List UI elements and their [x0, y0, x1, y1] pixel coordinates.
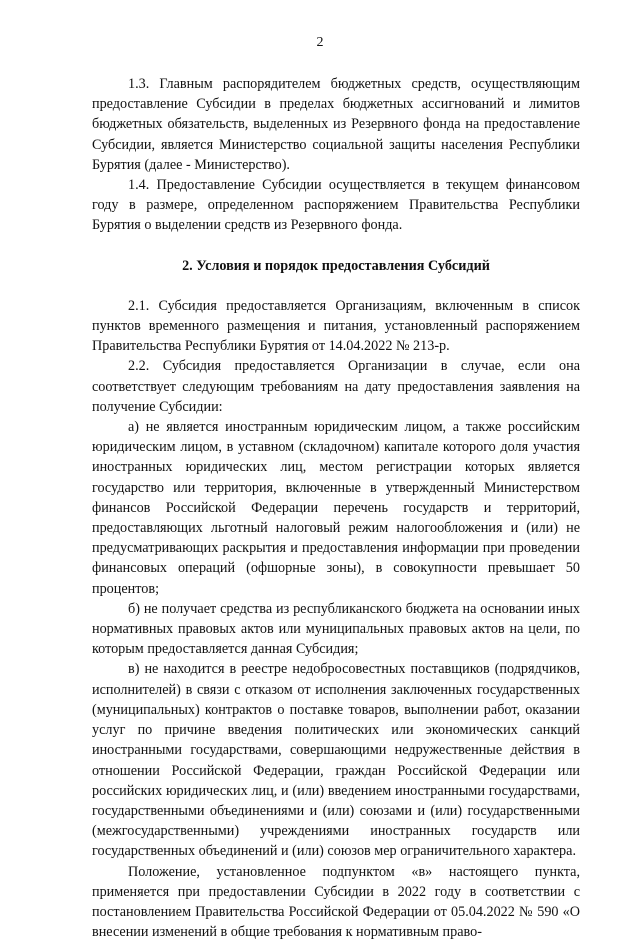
paragraph-2-2: 2.2. Субсидия предоставляется Организации в случае, если она соответствует следующим требованиям на дату предоставления заявления на получение Субсидии:	[92, 358, 580, 415]
section-heading: 2. Условия и порядок предоставления Субсидий	[182, 257, 490, 274]
paragraph-2-2-b: б) не получает средства из республиканского бюджета на основании иных нормативных правовых актов или муниципальных правовых актов на цели, по которым предоставляется данная Субсидия;	[92, 600, 580, 658]
paragraph-2-2-a: а) не является иностранным юридическим лицом, а также российским юридическим лицом, в уставном (складочном) капитале которого доля участия иностранных юридических лиц, местом регистрации которых является государство или территория, включенные в утвержденный Министерством финансов Российской Федерации перечень государств и территорий, предоставляющих льготный налоговый режим налогообложения и (или) не предусматривающих раскрытия и предоставления информации при проведении финансовых операций (офшорные зоны), в совокупности превышает 50 процентов;	[92, 419, 580, 597]
paragraph-provision: Положение, установленное подпунктом «в» настоящего пункта, применяется при предоставлении Субсидии в 2022 году в соответствии с постановлением Правительства Российской Федерации от 05.04.2022 № 590 «О внесении изменений в общие требования к нормативным право-	[92, 863, 580, 941]
paragraph-2-1: 2.1. Субсидия предоставляется Организациям, включенным в список пунктов временного размещения и питания, установленный распоряжением Правительства Республики Бурятия от 14.04.2022 № 213-р.	[92, 297, 580, 355]
paragraph-1-3: 1.3. Главным распорядителем бюджетных средств, осуществляющим предоставление Субсидии в пределах бюджетных ассигнований и лимитов бюджетных обязательств, выделенных из Резервного фонда на предоставление Субсидии, является Министерство социальной защиты населения Республики Бурятия (далее - Министерство).	[92, 76, 580, 173]
spacer	[92, 236, 580, 256]
spacer	[92, 276, 580, 296]
page-number: 2	[316, 35, 324, 50]
paragraph-2-2-v: в) не находится в реестре недобросовестных поставщиков (подрядчиков, исполнителей) в связи с отказом от исполнения заключенных государственных (муниципальных) контрактов о поставке товаров, выполнении работ, оказании услуг по причине введения политических или экономических санкций иностранными государствами, совершающими недружественные действия в отношении Российской Федерации, граждан Российской Федерации или российских юридических лиц, и (или) введением иностранными государствами, государственными объединениями и (или) союзами и (или) государственными (межгосударственными) учреждениями иностранных государств или государственных объединений и (или) союзов мер ограничительного характера.	[92, 661, 580, 860]
page-content	[92, 74, 580, 942]
paragraph-1-4: 1.4. Предоставление Субсидии осуществляется в текущем финансовом году в размере, определенном распоряжением Правительства Республики Бурятия о выделении средств из Резервного фонда.	[92, 177, 580, 234]
